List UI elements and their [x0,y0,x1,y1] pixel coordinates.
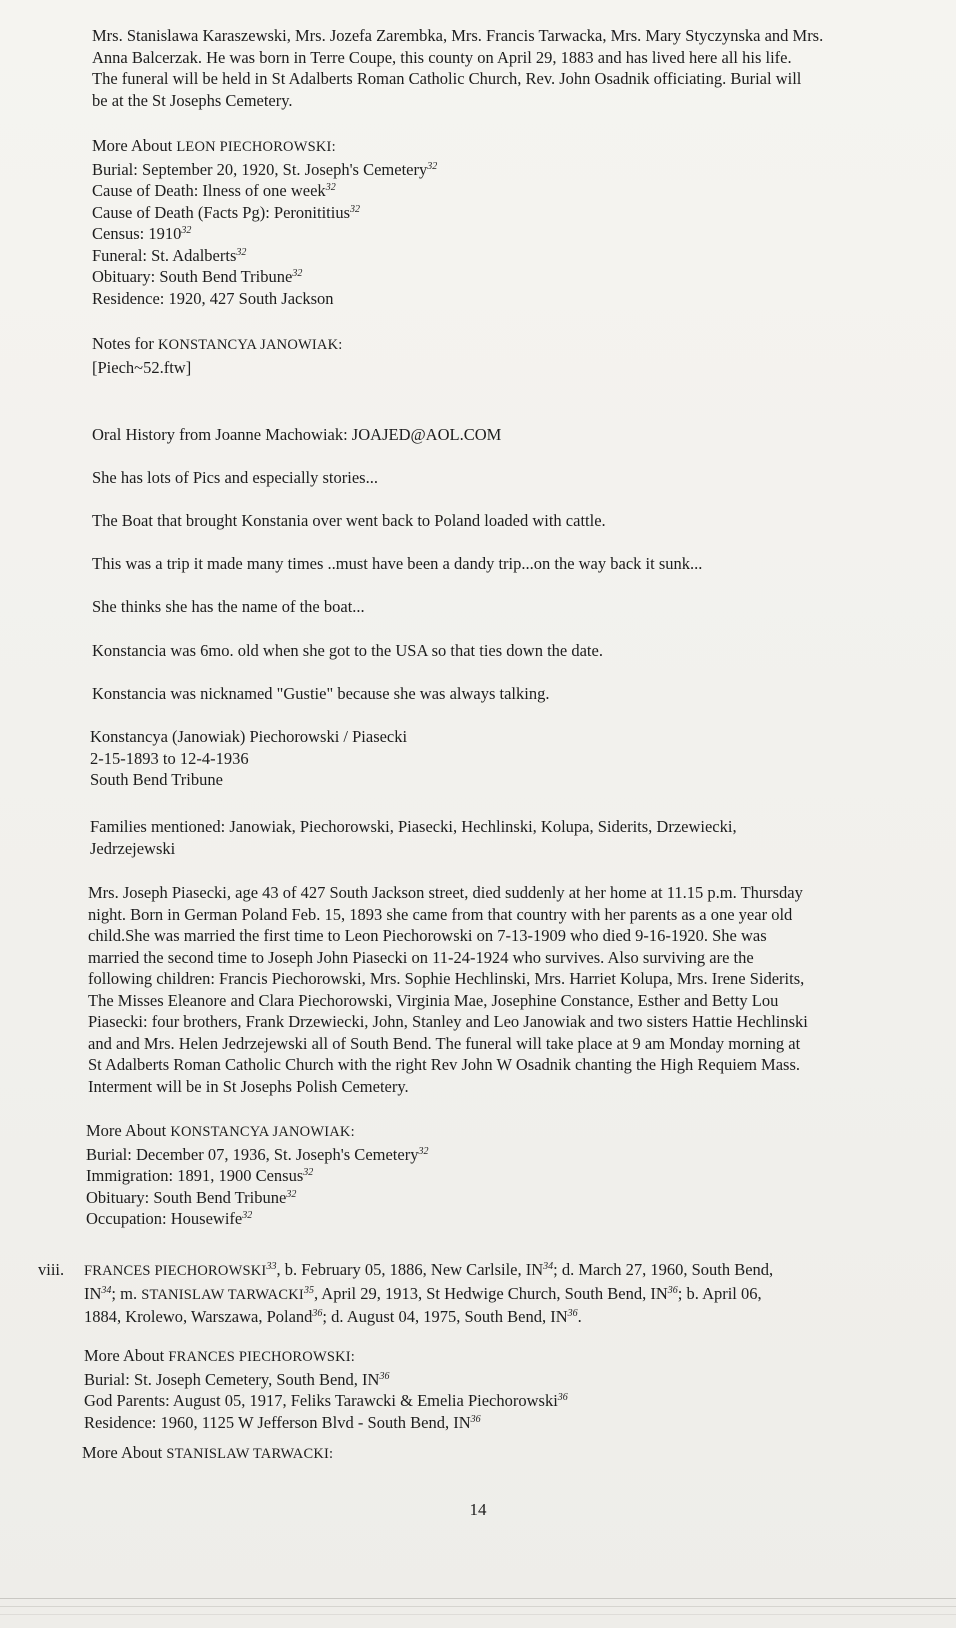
stanislaw-heading [82,1442,333,1466]
intro-paragraph [92,25,823,111]
fact-line: Immigration: 1891, 1900 Census$^{32}$ [86,1166,314,1185]
text-line: The funeral will be held in St Adalberts Roman Catholic Church, Rev. John Osadnik officiating. Burial will [92,69,802,88]
scan-edge-line [0,1614,956,1615]
oral-line: She has lots of Pics and especially stories... [92,468,378,487]
scan-edge-line [0,1606,956,1607]
fact-line: Burial: September 20, 1920, St. Joseph's Cemetery$^{32}$ [92,159,438,179]
text-line: Konstancya (Janowiak) Piechorowski / Piasecki [90,727,408,746]
oral-line: Konstancia was 6mo. old when she got to the USA so that ties down the date. [92,641,603,660]
oral-line: Oral History from Joanne Machowiak: JOAJED@AOL.COM [92,425,502,444]
text-line: Piasecki: four brothers, Frank Drzewiecki, John, Stanley and Leo Janowiak and two sisters Hattie Hechlinski [88,1012,808,1031]
section-heading: More About FRANCES PIECHOROWSKI: [84,1346,356,1365]
text-line: St Adalberts Roman Catholic Church with the right Rev John W Osadnik chanting the High Requiem Mass. [88,1055,801,1074]
fact-line: Occupation: Housewife$^{32}$ [86,1209,253,1228]
text-line: and and Mrs. Helen Jedrzejewski all of South Bend. The funeral will take place at 9 am Monday morning at [88,1033,801,1053]
text-line: child.She was married the first time to Leon Piechorowski on 7-13-1909 who died 9-16-1920. She was [88,926,767,945]
file-reference: [Piech~52.ftw] [92,357,192,377]
text-line: The Misses Eleanore and Clara Piechorowski, Virginia Mae, Josephine Constance, Esther and Betty Lou [88,990,779,1010]
fact-line: Census: 1910$^{32}$ [92,224,192,243]
obituary-paragraph [88,882,808,1097]
text-line: 2-15-1893 to 12-4-1936 [90,748,249,768]
page-number: 14 [469,1500,487,1519]
oral-line: This was a trip it made many times ..must have been a dandy trip...on the way back it sunk... [92,554,703,573]
notes-block [92,333,342,378]
text-line: FRANCES PIECHOROWSKI$^{33}$, b. February 05, 1886, New Carlsile, IN$^{34}$; d. March 27, 1960, South Bend, [84,1260,774,1279]
obituary-header [90,726,407,791]
text-line: Interment will be in St Josephs Polish Cemetery. [88,1076,409,1096]
leon-facts [92,135,437,309]
text-line: following children: Francis Piechorowski, Mrs. Sophie Hechlinski, Mrs. Harriet Kolupa, Mrs. Irene Siderits, [88,969,805,988]
fact-line: Burial: St. Joseph Cemetery, South Bend, IN$^{36}$ [84,1369,390,1389]
fact-line: Cause of Death: Ilness of one week$^{32}$ [92,181,336,200]
oral-line: She thinks she has the name of the boat... [92,597,365,616]
text-line: be at the St Josephs Cemetery. [92,90,293,110]
text-line: 1884, Krolewo, Warszawa, Poland$^{36}$; d. August 04, 1975, South Bend, IN$^{36}$. [84,1307,582,1326]
entry-frances [84,1259,773,1328]
fact-line: Funeral: St. Adalberts$^{32}$ [92,245,247,265]
konstancya-facts [86,1120,428,1230]
text-line: Jedrzejewski [90,838,176,858]
fact-line: God Parents: August 05, 1917, Feliks Tarawcki & Emelia Piechorowski$^{36}$ [84,1391,568,1410]
oral-line: The Boat that brought Konstania over went back to Poland loaded with cattle. [92,511,606,530]
text-line: Anna Balcerzak. He was born in Terre Coupe, this county on April 29, 1883 and has lived here all his life. [92,47,792,67]
text-line: South Bend Tribune [90,770,223,789]
fact-line: Cause of Death (Facts Pg): Peronititius$^{32}$ [92,202,361,222]
frances-facts [84,1345,568,1433]
section-heading: More About STANISLAW TARWACKI: [82,1443,334,1462]
fact-line: Obituary: South Bend Tribune$^{32}$ [86,1187,297,1207]
oral-line: Konstancia was nicknamed "Gustie" because she was always talking. [92,684,550,703]
families-mentioned [90,816,737,859]
text-line: Families mentioned: Janowiak, Piechorowski, Piasecki, Hechlinski, Kolupa, Siderits, Drzewiecki, [90,817,737,836]
scan-edge-line [0,1598,956,1599]
section-heading: More About LEON PIECHOROWSKI: [92,136,336,155]
text-line: night. Born in German Poland Feb. 15, 1893 she came from that country with her parents as a one year old [88,904,793,924]
text-line: Mrs. Stanislawa Karaszewski, Mrs. Jozefa Zarembka, Mrs. Francis Tarwacka, Mrs. Mary Styczynska and Mrs. [92,26,824,45]
section-heading: Notes for KONSTANCYA JANOWIAK: [92,334,343,353]
fact-line: Residence: 1960, 1125 W Jefferson Blvd - South Bend, IN$^{36}$ [84,1412,481,1432]
text-line: IN$^{34}$; m. STANISLAW TARWACKI$^{35}$, April 29, 1913, St Hedwige Church, South Bend, IN$^{36}$; b. April 06, [84,1283,762,1303]
fact-line: Residence: 1920, 427 South Jackson [92,288,334,308]
section-heading: More About KONSTANCYA JANOWIAK: [86,1121,355,1140]
entry-numeral: viii. [38,1260,65,1279]
text-line: Mrs. Joseph Piasecki, age 43 of 427 South Jackson street, died suddenly at her home at 11.15 p.m. Thursday [88,883,803,902]
text-line: married the second time to Joseph John Piasecki on 11-24-1924 who survives. Also surviving are the [88,947,754,967]
fact-line: Burial: December 07, 1936, St. Joseph's Cemetery$^{32}$ [86,1144,429,1164]
fact-line: Obituary: South Bend Tribune$^{32}$ [92,267,303,286]
